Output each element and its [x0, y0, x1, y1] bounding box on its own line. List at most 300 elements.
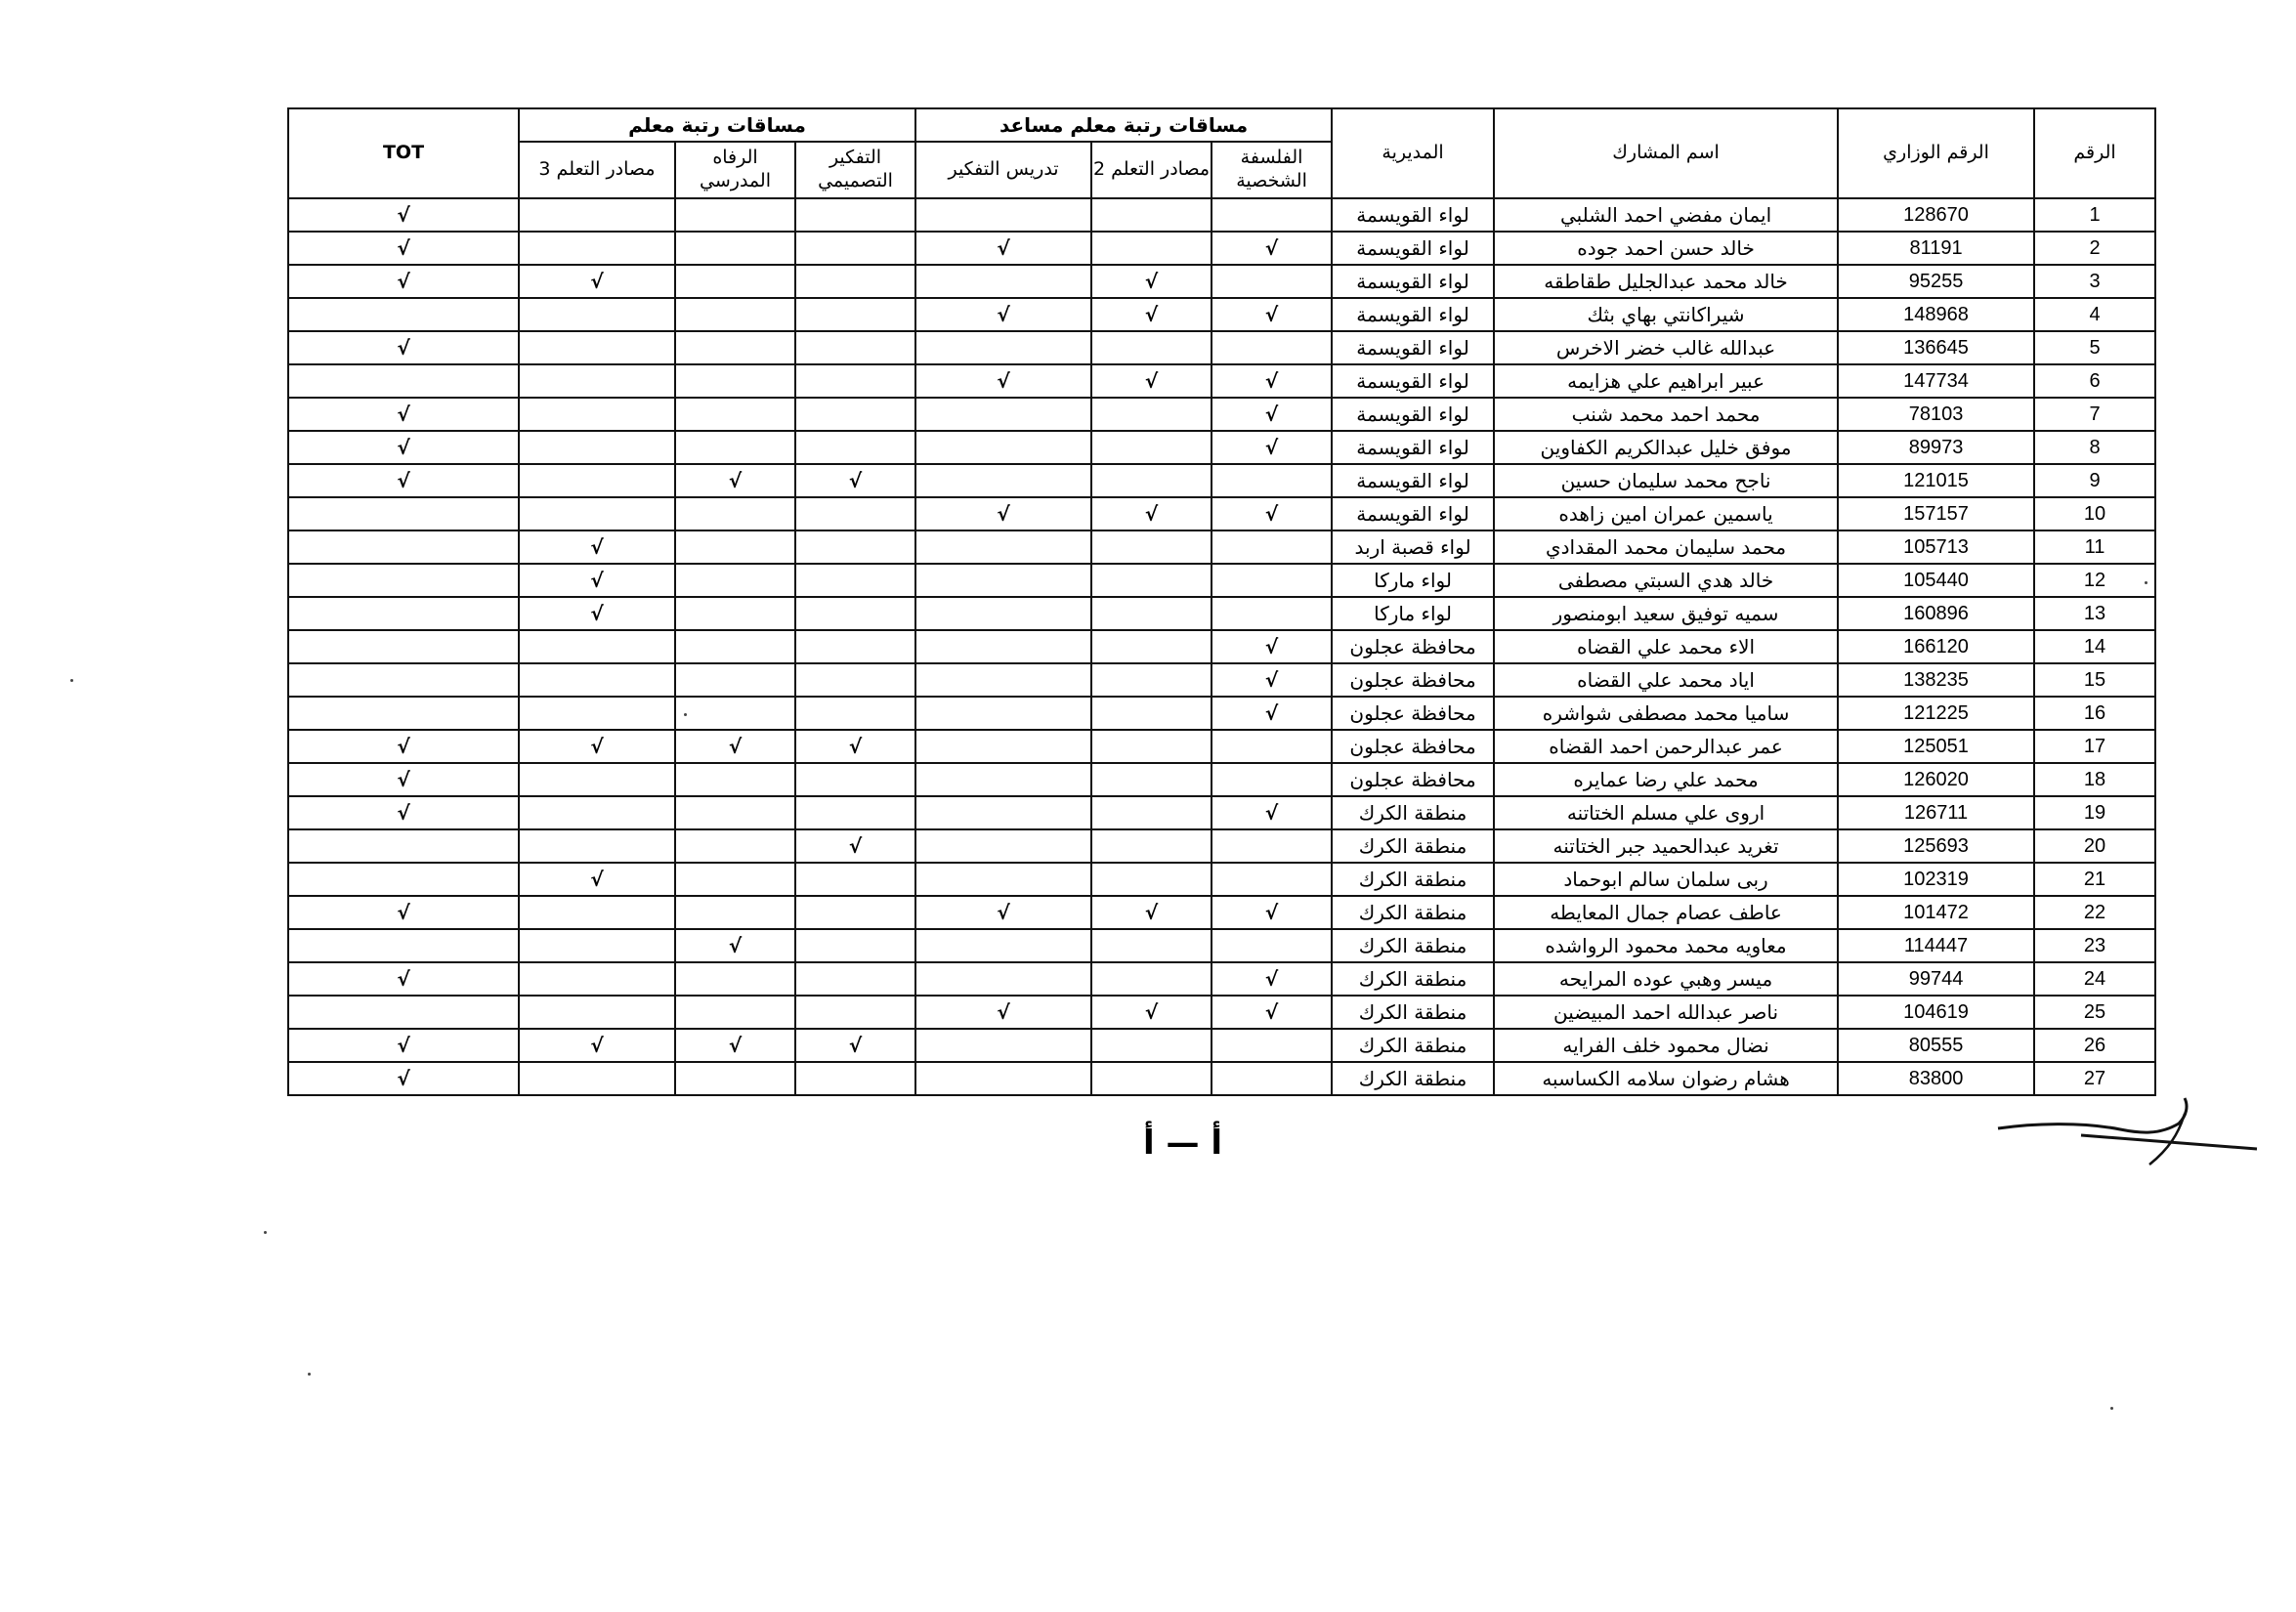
table-row	[288, 364, 2155, 398]
cell-learning-resources-3	[519, 796, 675, 829]
cell-learning-resources-2	[1091, 331, 1212, 364]
cell-learning-resources-2: √	[1091, 298, 1212, 331]
cell-learning-resources-3	[519, 497, 675, 530]
table-row	[288, 663, 2155, 697]
cell-rank-no: 11	[2034, 530, 2155, 564]
table-row	[288, 863, 2155, 896]
cell-participant-name: معاويه محمد محمود الرواشده	[1494, 929, 1838, 962]
cell-school-welfare	[675, 829, 795, 863]
cell-tot	[288, 630, 519, 663]
cell-teaching-thinking	[915, 730, 1091, 763]
cell-school-welfare	[675, 398, 795, 431]
cell-learning-resources-3	[519, 331, 675, 364]
cell-rank-no: 23	[2034, 929, 2155, 962]
cell-participant-name: شيراكانتي بهاي بثك	[1494, 298, 1838, 331]
cell-tot	[288, 863, 519, 896]
cell-personal-philosophy: √	[1212, 697, 1332, 730]
cell-participant-name: عبير ابراهيم علي هزايمه	[1494, 364, 1838, 398]
cell-design-thinking	[795, 298, 915, 331]
cell-learning-resources-2: √	[1091, 497, 1212, 530]
cell-personal-philosophy	[1212, 331, 1332, 364]
cell-directorate: منطقة الكرك	[1332, 1029, 1494, 1062]
cell-rank-no: 20	[2034, 829, 2155, 863]
cell-school-welfare	[675, 630, 795, 663]
cell-ministry-no: 101472	[1838, 896, 2034, 929]
cell-teaching-thinking	[915, 962, 1091, 996]
cell-learning-resources-2	[1091, 530, 1212, 564]
cell-teaching-thinking	[915, 331, 1091, 364]
cell-learning-resources-2	[1091, 730, 1212, 763]
cell-ministry-no: 105713	[1838, 530, 2034, 564]
cell-ministry-no: 147734	[1838, 364, 2034, 398]
cell-personal-philosophy: √	[1212, 630, 1332, 663]
cell-rank-no: 1	[2034, 198, 2155, 232]
cell-design-thinking	[795, 364, 915, 398]
cell-personal-philosophy: √	[1212, 232, 1332, 265]
cell-rank-no: 4	[2034, 298, 2155, 331]
cell-school-welfare: √	[675, 730, 795, 763]
cell-design-thinking	[795, 763, 915, 796]
cell-school-welfare: √	[675, 929, 795, 962]
cell-directorate: محافظة عجلون	[1332, 730, 1494, 763]
participants-table	[287, 107, 2156, 1096]
cell-participant-name: هشام رضوان سلامه الكساسبه	[1494, 1062, 1838, 1095]
cell-design-thinking: √	[795, 829, 915, 863]
cell-teaching-thinking: √	[915, 232, 1091, 265]
cell-learning-resources-3	[519, 630, 675, 663]
cell-school-welfare	[675, 962, 795, 996]
cell-ministry-no: 121225	[1838, 697, 2034, 730]
cell-personal-philosophy	[1212, 564, 1332, 597]
header-teaching-thinking: تدريس التفكير	[915, 142, 1091, 198]
cell-ministry-no: 99744	[1838, 962, 2034, 996]
cell-teaching-thinking	[915, 697, 1091, 730]
cell-school-welfare	[675, 896, 795, 929]
cell-rank-no: 15	[2034, 663, 2155, 697]
speck	[70, 679, 73, 682]
table-row	[288, 630, 2155, 663]
cell-rank-no: 10	[2034, 497, 2155, 530]
cell-personal-philosophy	[1212, 464, 1332, 497]
cell-school-welfare	[675, 697, 795, 730]
cell-tot: √	[288, 265, 519, 298]
speck	[308, 1373, 311, 1376]
cell-ministry-no: 138235	[1838, 663, 2034, 697]
cell-rank-no: 2	[2034, 232, 2155, 265]
cell-learning-resources-3	[519, 431, 675, 464]
cell-personal-philosophy	[1212, 829, 1332, 863]
cell-learning-resources-3	[519, 763, 675, 796]
cell-design-thinking	[795, 796, 915, 829]
table-row	[288, 331, 2155, 364]
table-row	[288, 730, 2155, 763]
cell-school-welfare	[675, 564, 795, 597]
cell-learning-resources-3: √	[519, 1029, 675, 1062]
cell-learning-resources-3	[519, 1062, 675, 1095]
cell-participant-name: ربى سلمان سالم ابوحماد	[1494, 863, 1838, 896]
cell-personal-philosophy	[1212, 1062, 1332, 1095]
header-ministry-no: الرقم الوزاري	[1838, 108, 2034, 198]
cell-learning-resources-2	[1091, 431, 1212, 464]
cell-personal-philosophy: √	[1212, 796, 1332, 829]
cell-directorate: لواء القويسمة	[1332, 398, 1494, 431]
cell-tot	[288, 597, 519, 630]
cell-design-thinking	[795, 564, 915, 597]
cell-personal-philosophy	[1212, 863, 1332, 896]
cell-design-thinking	[795, 996, 915, 1029]
cell-teaching-thinking	[915, 265, 1091, 298]
cell-learning-resources-3: √	[519, 730, 675, 763]
cell-rank-no: 18	[2034, 763, 2155, 796]
cell-learning-resources-2: √	[1091, 265, 1212, 298]
cell-school-welfare: √	[675, 1029, 795, 1062]
cell-teaching-thinking	[915, 929, 1091, 962]
cell-learning-resources-3: √	[519, 863, 675, 896]
header-learning-resources-3: مصادر التعلم 3	[519, 142, 675, 198]
header-group-assistant-teacher: مساقات رتبة معلم مساعد	[915, 108, 1332, 142]
header-design-thinking: التفكير التصميمي	[795, 142, 915, 198]
cell-learning-resources-2: √	[1091, 364, 1212, 398]
cell-teaching-thinking	[915, 530, 1091, 564]
table-row	[288, 697, 2155, 730]
cell-school-welfare	[675, 198, 795, 232]
header-participant-name: اسم المشارك	[1494, 108, 1838, 198]
table-row	[288, 1029, 2155, 1062]
cell-design-thinking	[795, 530, 915, 564]
cell-design-thinking	[795, 232, 915, 265]
cell-learning-resources-3	[519, 398, 675, 431]
header-tot: TOT	[288, 108, 519, 198]
cell-teaching-thinking	[915, 796, 1091, 829]
cell-directorate: منطقة الكرك	[1332, 1062, 1494, 1095]
cell-personal-philosophy: √	[1212, 431, 1332, 464]
cell-design-thinking	[795, 597, 915, 630]
cell-directorate: منطقة الكرك	[1332, 962, 1494, 996]
cell-learning-resources-3	[519, 697, 675, 730]
cell-design-thinking	[795, 663, 915, 697]
cell-learning-resources-3	[519, 663, 675, 697]
table-row	[288, 265, 2155, 298]
cell-design-thinking	[795, 962, 915, 996]
cell-teaching-thinking	[915, 829, 1091, 863]
table-row	[288, 896, 2155, 929]
cell-teaching-thinking	[915, 597, 1091, 630]
cell-learning-resources-2	[1091, 962, 1212, 996]
cell-directorate: لواء القويسمة	[1332, 331, 1494, 364]
cell-directorate: منطقة الكرك	[1332, 829, 1494, 863]
cell-school-welfare	[675, 530, 795, 564]
table-row	[288, 597, 2155, 630]
cell-teaching-thinking: √	[915, 364, 1091, 398]
cell-ministry-no: 80555	[1838, 1029, 2034, 1062]
cell-teaching-thinking	[915, 630, 1091, 663]
cell-participant-name: محمد علي رضا عمايره	[1494, 763, 1838, 796]
cell-learning-resources-2	[1091, 564, 1212, 597]
cell-learning-resources-2	[1091, 829, 1212, 863]
cell-personal-philosophy	[1212, 730, 1332, 763]
cell-learning-resources-3	[519, 232, 675, 265]
cell-design-thinking	[795, 198, 915, 232]
cell-learning-resources-3	[519, 929, 675, 962]
cell-directorate: لواء القويسمة	[1332, 298, 1494, 331]
cell-personal-philosophy	[1212, 597, 1332, 630]
cell-personal-philosophy: √	[1212, 298, 1332, 331]
cell-learning-resources-2: √	[1091, 896, 1212, 929]
header-learning-resources-2: مصادر التعلم 2	[1091, 142, 1212, 198]
cell-teaching-thinking	[915, 1062, 1091, 1095]
cell-directorate: لواء ماركا	[1332, 564, 1494, 597]
cell-rank-no: 16	[2034, 697, 2155, 730]
cell-ministry-no: 126020	[1838, 763, 2034, 796]
cell-participant-name: ناجح محمد سليمان حسين	[1494, 464, 1838, 497]
cell-tot	[288, 663, 519, 697]
cell-directorate: منطقة الكرك	[1332, 796, 1494, 829]
cell-participant-name: سميه توفيق سعيد ابومنصور	[1494, 597, 1838, 630]
cell-learning-resources-2	[1091, 1029, 1212, 1062]
cell-directorate: محافظة عجلون	[1332, 663, 1494, 697]
cell-rank-no: 6	[2034, 364, 2155, 398]
cell-participant-name: خالد محمد عبدالجليل طقاطقه	[1494, 265, 1838, 298]
cell-rank-no: 22	[2034, 896, 2155, 929]
cell-participant-name: اياد محمد علي القضاه	[1494, 663, 1838, 697]
cell-teaching-thinking: √	[915, 298, 1091, 331]
cell-tot	[288, 530, 519, 564]
cell-learning-resources-3	[519, 298, 675, 331]
table-row	[288, 198, 2155, 232]
cell-rank-no: 13	[2034, 597, 2155, 630]
cell-learning-resources-2	[1091, 663, 1212, 697]
table-row	[288, 829, 2155, 863]
cell-design-thinking: √	[795, 1029, 915, 1062]
cell-learning-resources-3: √	[519, 530, 675, 564]
cell-ministry-no: 89973	[1838, 431, 2034, 464]
cell-design-thinking: √	[795, 730, 915, 763]
cell-learning-resources-2: √	[1091, 996, 1212, 1029]
cell-participant-name: ياسمين عمران امين زاهده	[1494, 497, 1838, 530]
cell-teaching-thinking	[915, 564, 1091, 597]
cell-design-thinking	[795, 630, 915, 663]
header-rank-no: الرقم	[2034, 108, 2155, 198]
cell-participant-name: تغريد عبدالحميد جبر الختاتنه	[1494, 829, 1838, 863]
cell-ministry-no: 128670	[1838, 198, 2034, 232]
cell-participant-name: خالد حسن احمد جوده	[1494, 232, 1838, 265]
cell-learning-resources-2	[1091, 630, 1212, 663]
signature-mark	[1993, 1084, 2276, 1172]
cell-design-thinking	[795, 1062, 915, 1095]
cell-participant-name: عاطف عصام جمال المعايطه	[1494, 896, 1838, 929]
cell-tot: √	[288, 796, 519, 829]
cell-learning-resources-3	[519, 996, 675, 1029]
cell-tot	[288, 497, 519, 530]
cell-learning-resources-2	[1091, 1062, 1212, 1095]
cell-tot: √	[288, 232, 519, 265]
cell-school-welfare	[675, 364, 795, 398]
cell-learning-resources-3	[519, 198, 675, 232]
cell-tot: √	[288, 962, 519, 996]
cell-rank-no: 17	[2034, 730, 2155, 763]
table-body	[288, 198, 2155, 1095]
cell-directorate: لواء القويسمة	[1332, 497, 1494, 530]
cell-design-thinking: √	[795, 464, 915, 497]
cell-learning-resources-2	[1091, 232, 1212, 265]
cell-learning-resources-2	[1091, 597, 1212, 630]
cell-participant-name: الاء محمد علي القضاه	[1494, 630, 1838, 663]
cell-ministry-no: 102319	[1838, 863, 2034, 896]
cell-school-welfare	[675, 663, 795, 697]
table-row	[288, 929, 2155, 962]
cell-design-thinking	[795, 929, 915, 962]
cell-rank-no: 26	[2034, 1029, 2155, 1062]
cell-ministry-no: 125693	[1838, 829, 2034, 863]
cell-directorate: منطقة الكرك	[1332, 929, 1494, 962]
cell-tot	[288, 298, 519, 331]
cell-tot	[288, 829, 519, 863]
cell-school-welfare	[675, 331, 795, 364]
cell-personal-philosophy	[1212, 198, 1332, 232]
cell-participant-name: ايمان مفضي احمد الشلبي	[1494, 198, 1838, 232]
cell-directorate: لواء قصبة اربد	[1332, 530, 1494, 564]
cell-learning-resources-3: √	[519, 265, 675, 298]
cell-design-thinking	[795, 431, 915, 464]
cell-school-welfare: √	[675, 464, 795, 497]
cell-rank-no: 3	[2034, 265, 2155, 298]
cell-design-thinking	[795, 896, 915, 929]
table-row	[288, 530, 2155, 564]
cell-participant-name: ميسر وهبي عوده المرايحه	[1494, 962, 1838, 996]
cell-school-welfare	[675, 431, 795, 464]
cell-directorate: لواء القويسمة	[1332, 198, 1494, 232]
header-directorate: المديرية	[1332, 108, 1494, 198]
cell-directorate: محافظة عجلون	[1332, 630, 1494, 663]
cell-personal-philosophy: √	[1212, 663, 1332, 697]
cell-directorate: لواء القويسمة	[1332, 464, 1494, 497]
cell-personal-philosophy: √	[1212, 996, 1332, 1029]
page-mark: أ — أ	[1143, 1124, 1222, 1163]
speck	[2110, 1407, 2113, 1410]
cell-directorate: لواء ماركا	[1332, 597, 1494, 630]
cell-design-thinking	[795, 398, 915, 431]
cell-ministry-no: 105440	[1838, 564, 2034, 597]
cell-personal-philosophy	[1212, 1029, 1332, 1062]
cell-teaching-thinking	[915, 763, 1091, 796]
cell-learning-resources-2	[1091, 863, 1212, 896]
cell-personal-philosophy: √	[1212, 962, 1332, 996]
cell-ministry-no: 83800	[1838, 1062, 2034, 1095]
cell-teaching-thinking	[915, 398, 1091, 431]
cell-personal-philosophy	[1212, 763, 1332, 796]
cell-teaching-thinking: √	[915, 896, 1091, 929]
cell-ministry-no: 160896	[1838, 597, 2034, 630]
cell-ministry-no: 157157	[1838, 497, 2034, 530]
cell-tot: √	[288, 398, 519, 431]
cell-learning-resources-3: √	[519, 597, 675, 630]
cell-learning-resources-2	[1091, 464, 1212, 497]
cell-learning-resources-3	[519, 464, 675, 497]
cell-personal-philosophy: √	[1212, 896, 1332, 929]
cell-tot	[288, 364, 519, 398]
cell-tot: √	[288, 896, 519, 929]
table-row	[288, 431, 2155, 464]
cell-learning-resources-2	[1091, 796, 1212, 829]
cell-rank-no: 21	[2034, 863, 2155, 896]
cell-ministry-no: 136645	[1838, 331, 2034, 364]
cell-school-welfare	[675, 1062, 795, 1095]
cell-design-thinking	[795, 331, 915, 364]
cell-personal-philosophy: √	[1212, 398, 1332, 431]
cell-school-welfare	[675, 497, 795, 530]
cell-rank-no: 25	[2034, 996, 2155, 1029]
table-row	[288, 398, 2155, 431]
speck	[684, 713, 687, 716]
cell-teaching-thinking	[915, 1029, 1091, 1062]
cell-directorate: لواء القويسمة	[1332, 364, 1494, 398]
table-row	[288, 763, 2155, 796]
cell-tot: √	[288, 763, 519, 796]
cell-school-welfare	[675, 796, 795, 829]
cell-learning-resources-2	[1091, 763, 1212, 796]
cell-directorate: منطقة الكرك	[1332, 996, 1494, 1029]
cell-participant-name: عبدالله غالب خضر الاخرس	[1494, 331, 1838, 364]
cell-teaching-thinking	[915, 464, 1091, 497]
cell-rank-no: 14	[2034, 630, 2155, 663]
cell-rank-no: 8	[2034, 431, 2155, 464]
cell-directorate: منطقة الكرك	[1332, 896, 1494, 929]
cell-personal-philosophy	[1212, 265, 1332, 298]
cell-rank-no: 24	[2034, 962, 2155, 996]
cell-tot: √	[288, 730, 519, 763]
cell-tot	[288, 996, 519, 1029]
cell-tot: √	[288, 1029, 519, 1062]
cell-learning-resources-3	[519, 829, 675, 863]
cell-ministry-no: 125051	[1838, 730, 2034, 763]
cell-tot: √	[288, 431, 519, 464]
cell-design-thinking	[795, 265, 915, 298]
cell-participant-name: محمد احمد محمد شنب	[1494, 398, 1838, 431]
cell-tot	[288, 929, 519, 962]
cell-tot: √	[288, 464, 519, 497]
cell-school-welfare	[675, 232, 795, 265]
cell-learning-resources-3	[519, 896, 675, 929]
cell-rank-no: 9	[2034, 464, 2155, 497]
cell-rank-no: 27	[2034, 1062, 2155, 1095]
table-row	[288, 464, 2155, 497]
cell-participant-name: محمد سليمان محمد المقدادي	[1494, 530, 1838, 564]
cell-directorate: لواء القويسمة	[1332, 232, 1494, 265]
cell-participant-name: عمر عبدالرحمن احمد القضاه	[1494, 730, 1838, 763]
cell-rank-no: 12	[2034, 564, 2155, 597]
cell-school-welfare	[675, 863, 795, 896]
cell-teaching-thinking	[915, 198, 1091, 232]
cell-learning-resources-3	[519, 962, 675, 996]
cell-learning-resources-2	[1091, 929, 1212, 962]
cell-participant-name: اروى علي مسلم الختاتنه	[1494, 796, 1838, 829]
cell-ministry-no: 148968	[1838, 298, 2034, 331]
cell-ministry-no: 114447	[1838, 929, 2034, 962]
cell-personal-philosophy: √	[1212, 364, 1332, 398]
cell-design-thinking	[795, 863, 915, 896]
cell-tot	[288, 564, 519, 597]
cell-personal-philosophy	[1212, 530, 1332, 564]
cell-ministry-no: 95255	[1838, 265, 2034, 298]
cell-participant-name: خالد هدي السبتي مصطفى	[1494, 564, 1838, 597]
cell-school-welfare	[675, 298, 795, 331]
cell-personal-philosophy	[1212, 929, 1332, 962]
cell-directorate: محافظة عجلون	[1332, 697, 1494, 730]
cell-school-welfare	[675, 597, 795, 630]
cell-learning-resources-2	[1091, 198, 1212, 232]
cell-tot: √	[288, 331, 519, 364]
cell-participant-name: ساميا محمد مصطفى شواشره	[1494, 697, 1838, 730]
